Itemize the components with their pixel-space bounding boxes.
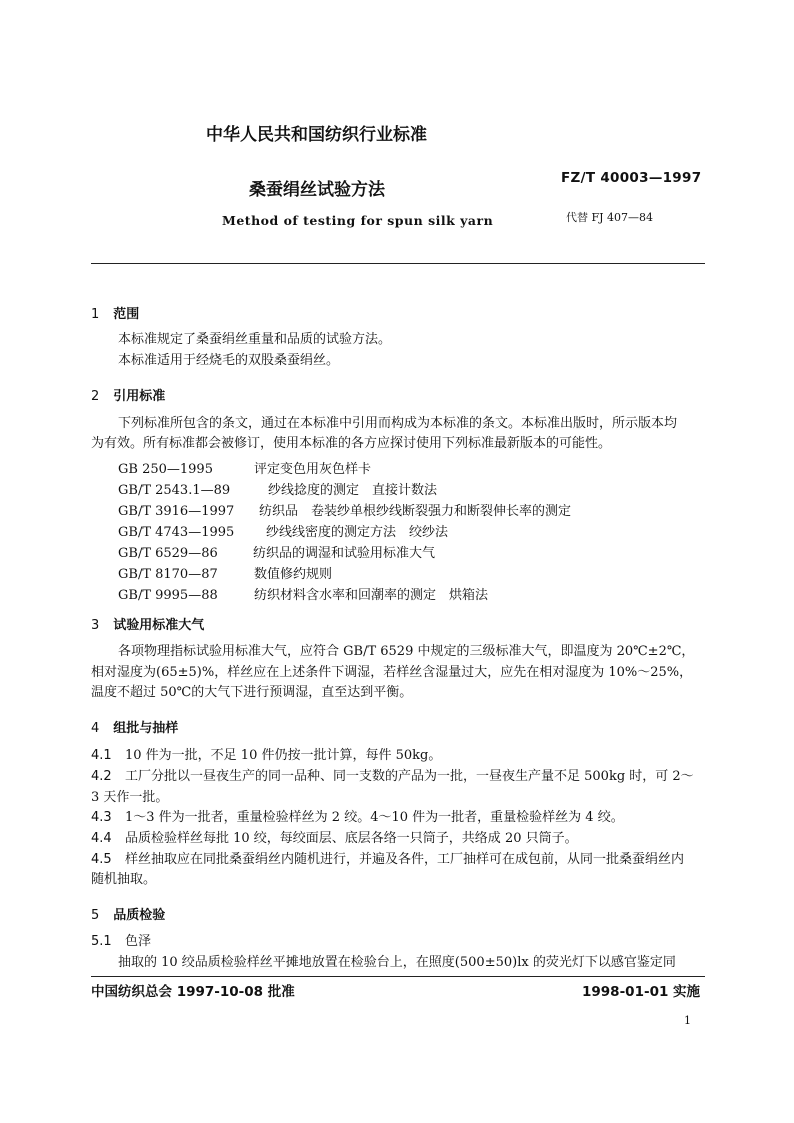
reference-title: 纺织材料含水率和回潮率的测定 烘箱法 xyxy=(254,588,489,603)
section-1-para-1: 本标准规定了桑蚕绢丝重量和品质的试验方法。 xyxy=(118,332,392,347)
section-2-number: 2 xyxy=(91,389,100,404)
reference-title: 纱线捻度的测定 直接计数法 xyxy=(268,483,438,498)
document-title-en: Method of testing for spun silk yarn xyxy=(222,213,494,228)
clause-4-5 xyxy=(91,853,684,866)
clause-5-1-line-1: 抽取的 10 绞品质检验样丝平摊地放置在检验台上，在照度(500±50)lx 的荧光灯下以感官鉴定同 xyxy=(118,955,676,970)
standard-number: FZ/T 40003—1997 xyxy=(561,170,702,186)
clause-number: 4.2 xyxy=(91,769,112,784)
clause-4-2 xyxy=(91,770,694,783)
document-title-cn: 桑蚕绢丝试验方法 xyxy=(249,180,385,200)
reference-title: 纺织品 卷装纱单根纱线断裂强力和断裂伸长率的测定 xyxy=(259,504,572,519)
reference-item xyxy=(118,458,371,477)
clause-4-2-cont: 3 天作一批。 xyxy=(91,790,169,805)
reference-code: GB/T 6529—86 xyxy=(118,546,218,561)
clause-text: 工厂分批以一昼夜生产的同一品种、同一支数的产品为一批，一昼夜生产量不足 500kg 时，可 2～ xyxy=(125,769,694,784)
section-3-number: 3 xyxy=(91,618,100,633)
clause-text: 1～3 件为一批者，重量检验样丝为 2 绞。4～10 件为一批者，重量检验样丝为 4 绞。 xyxy=(125,810,624,825)
section-2-para-line-2: 为有效。所有标准都会被修订，使用本标准的各方应探讨使用下列标准最新版本的可能性。 xyxy=(91,436,612,451)
clause-4-5-cont: 随机抽取。 xyxy=(91,872,157,887)
section-1-number: 1 xyxy=(91,307,100,322)
section-3-title: 试验用标准大气 xyxy=(113,618,205,633)
clause-text: 品质检验样丝每批 10 绞，每绞面层、底层各络一只筒子，共络成 20 只筒子。 xyxy=(125,831,578,846)
org-title: 中华人民共和国纺织行业标准 xyxy=(206,125,427,145)
header-divider xyxy=(91,263,705,264)
reference-code: GB/T 4743—1995 xyxy=(118,525,235,540)
section-3-heading xyxy=(91,614,204,633)
reference-code: GB 250—1995 xyxy=(118,462,213,477)
reference-item xyxy=(118,563,332,582)
clause-text: 样丝抽取应在同批桑蚕绢丝内随机进行，并遍及各件，工厂抽样可在成包前，从同一批桑蚕绢丝内 xyxy=(125,852,685,867)
section-4-title: 组批与抽样 xyxy=(113,721,179,736)
reference-item xyxy=(118,521,448,540)
clause-number: 4.3 xyxy=(91,810,112,825)
section-3-line-1: 各项物理指标试验用标准大气，应符合 GB/T 6529 中规定的三级标准大气，即温度为 20℃±2℃， xyxy=(118,644,695,659)
clause-4-4 xyxy=(91,832,578,845)
clause-number: 4.4 xyxy=(91,831,112,846)
section-3-line-3: 温度不超过 50℃的大气下进行预调湿，直至达到平衡。 xyxy=(91,685,413,700)
section-2-heading xyxy=(91,385,165,404)
section-1-heading xyxy=(91,303,139,322)
reference-code: GB/T 3916—1997 xyxy=(118,504,235,519)
section-5-heading xyxy=(91,904,165,923)
reference-item xyxy=(118,584,488,603)
section-2-para-line-1: 下列标准所包含的条文，通过在本标准中引用而构成为本标准的条文。本标准出版时，所示版本均 xyxy=(118,416,678,431)
section-5-number: 5 xyxy=(91,908,100,923)
section-2-title: 引用标准 xyxy=(113,389,166,404)
reference-item xyxy=(118,542,435,561)
reference-title: 数值修约规则 xyxy=(254,567,333,582)
section-1-para-2: 本标准适用于经烧毛的双股桑蚕绢丝。 xyxy=(118,353,340,368)
reference-code: GB/T 8170—87 xyxy=(118,567,218,582)
reference-title: 评定变色用灰色样卡 xyxy=(254,462,372,477)
section-3-line-2: 相对湿度为(65±5)%，样丝应在上述条件下调湿，若样丝含湿量过大，应先在相对湿度为 10%～25%， xyxy=(91,665,693,680)
approval-note: 中国纺织总会 1997-10-08 批准 xyxy=(91,984,295,1000)
section-5-title: 品质检验 xyxy=(113,908,166,923)
reference-code: GB/T 2543.1—89 xyxy=(118,483,231,498)
clause-number: 4.1 xyxy=(91,748,112,763)
clause-number: 5.1 xyxy=(91,934,112,949)
clause-number: 4.5 xyxy=(91,852,112,867)
reference-code: GB/T 9995—88 xyxy=(118,588,218,603)
clause-4-3 xyxy=(91,811,624,824)
effective-date: 1998-01-01 实施 xyxy=(582,984,701,1000)
footer-divider xyxy=(91,976,705,977)
replaces-note: 代替 FJ 407—84 xyxy=(566,211,654,224)
reference-item xyxy=(118,500,571,519)
section-4-number: 4 xyxy=(91,721,100,736)
clause-title: 色泽 xyxy=(125,934,152,949)
section-1-title: 范围 xyxy=(113,307,140,322)
page-number: 1 xyxy=(684,1014,691,1027)
section-4-heading xyxy=(91,717,178,736)
reference-item xyxy=(118,479,437,498)
clause-text: 10 件为一批，不足 10 件仍按一批计算，每件 50kg。 xyxy=(125,748,442,763)
clause-4-1 xyxy=(91,749,441,762)
reference-title: 纱线线密度的测定方法 绞纱法 xyxy=(266,525,449,540)
reference-title: 纺织品的调湿和试验用标准大气 xyxy=(253,546,436,561)
clause-5-1-heading xyxy=(91,935,151,948)
